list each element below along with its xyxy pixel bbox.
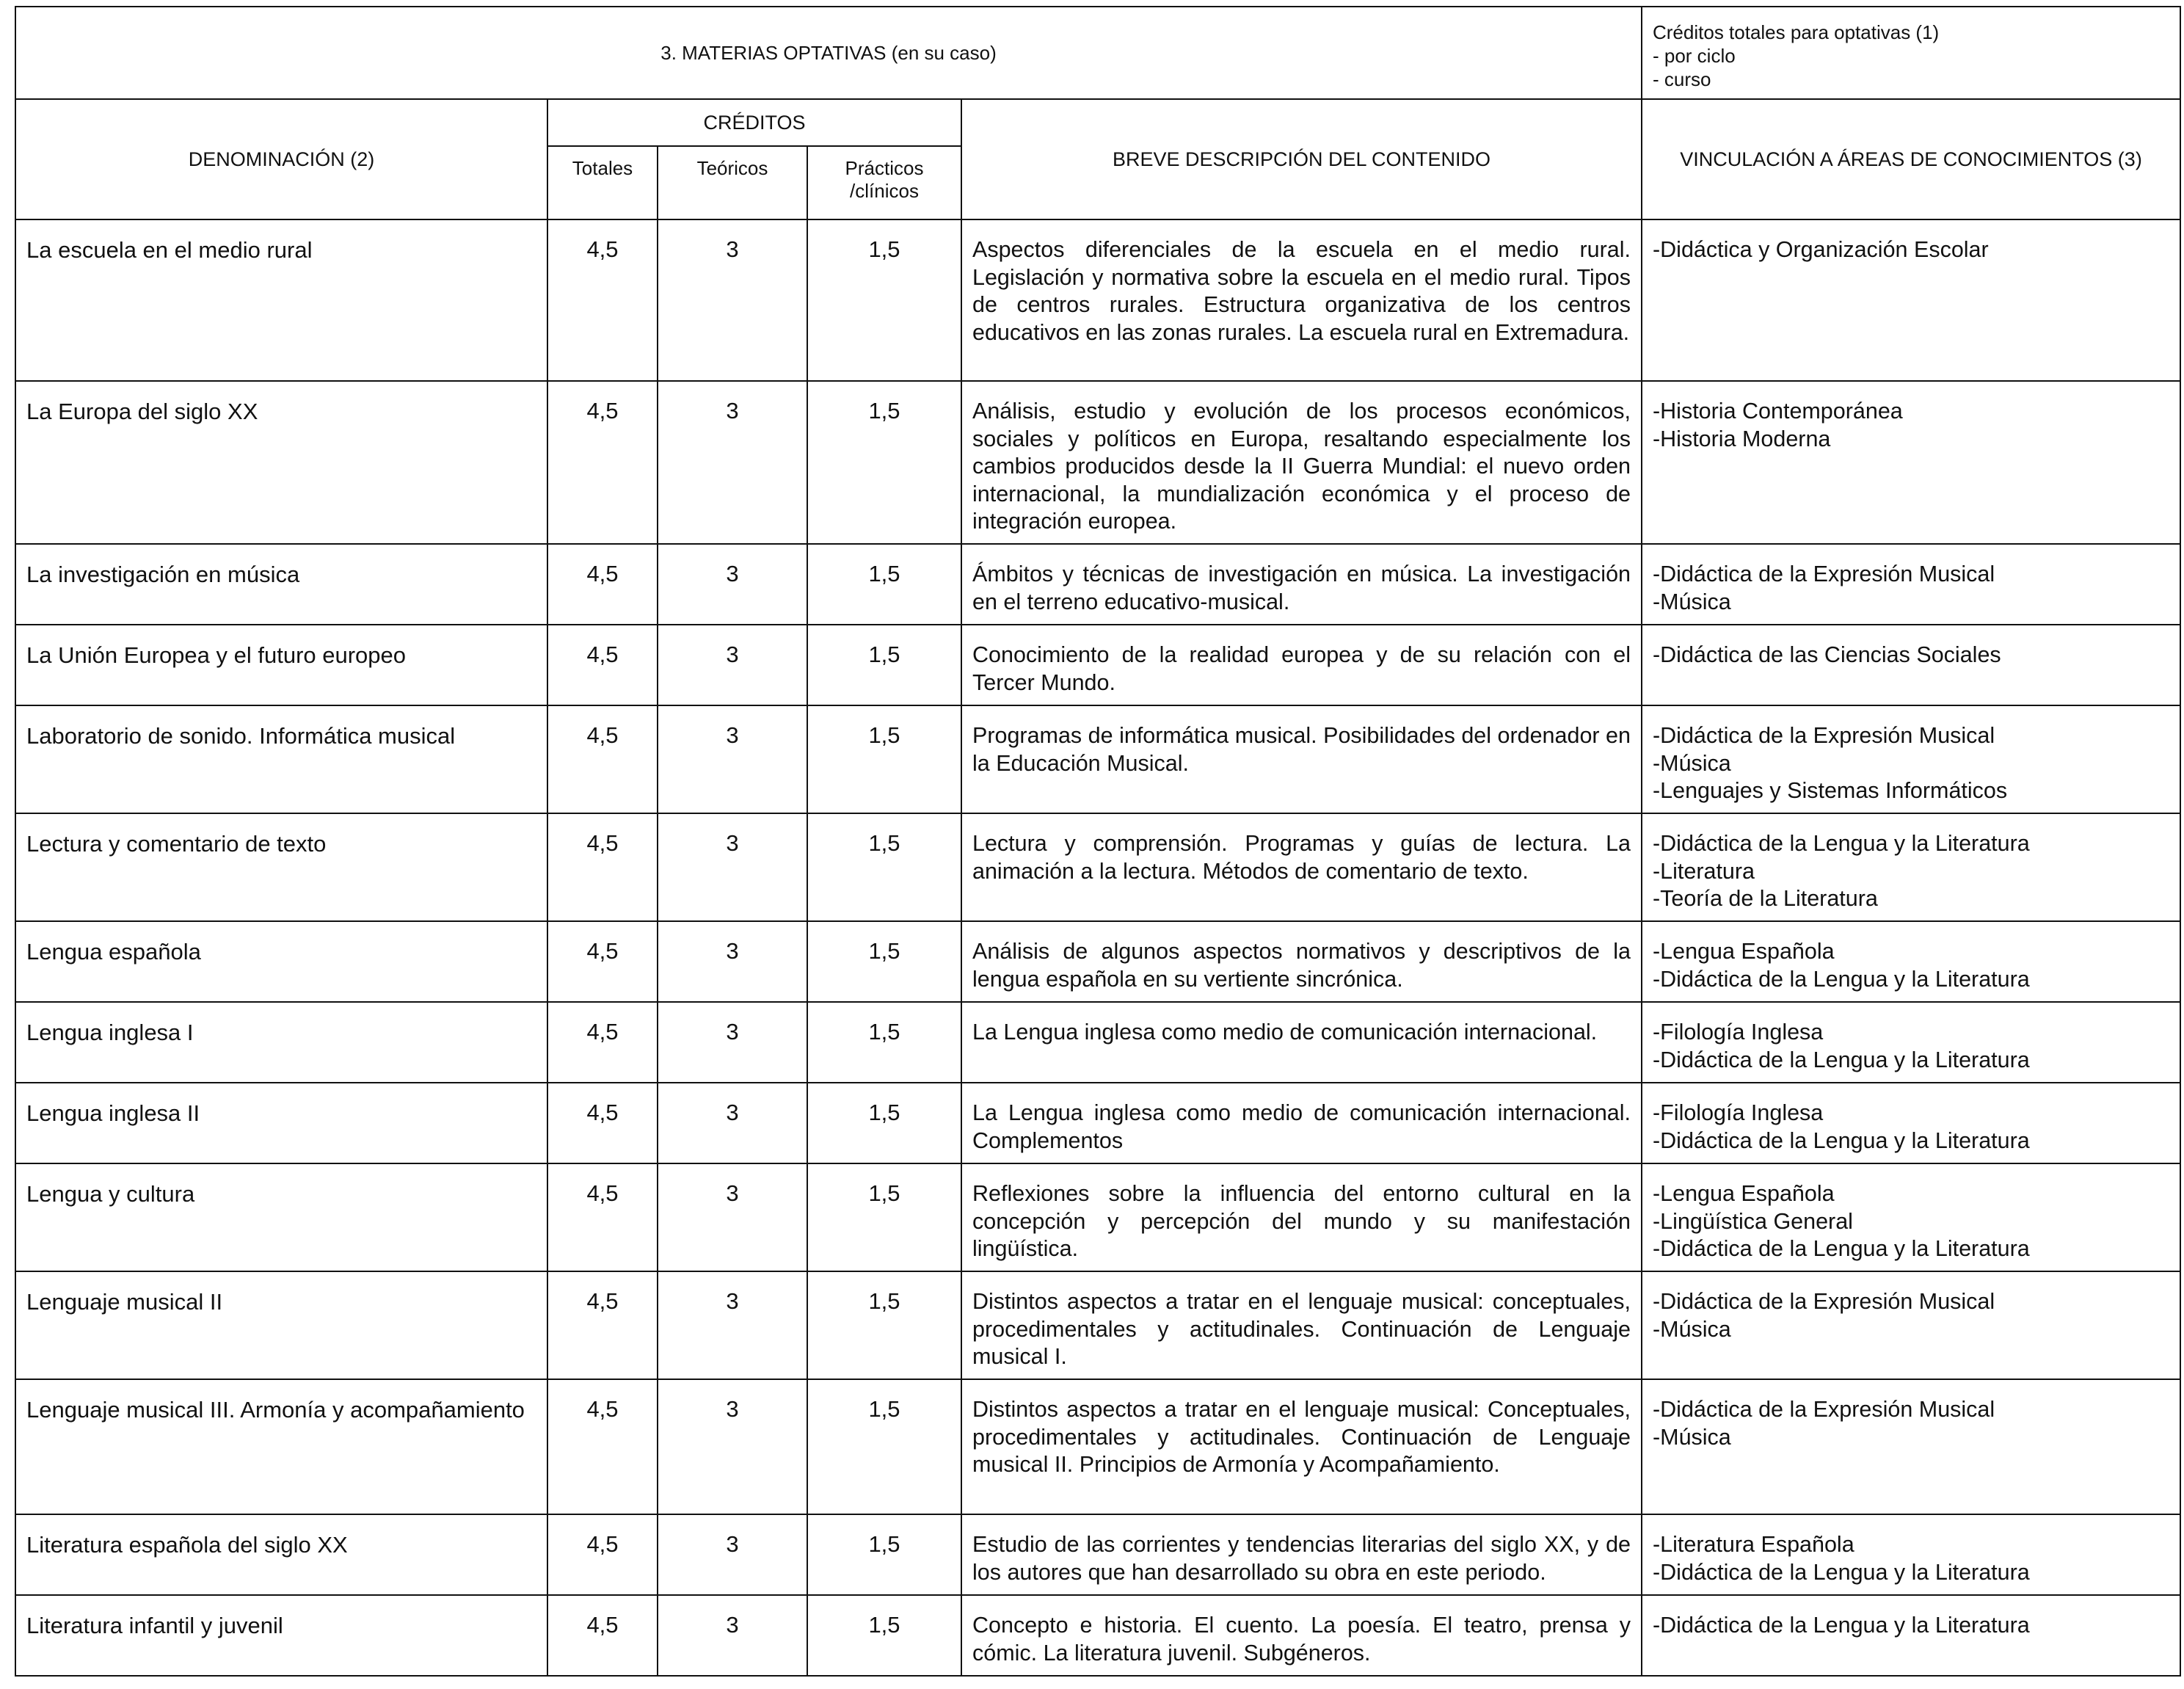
credits-teoricos: 3	[658, 921, 807, 1002]
section-title: 3. MATERIAS OPTATIVAS (en su caso)	[15, 7, 1642, 99]
table-row	[15, 1271, 2180, 1379]
credits-teoricos: 3	[658, 705, 807, 813]
knowledge-area-item: -Historia Moderna	[1653, 426, 1831, 451]
credits-practicos: 1,5	[807, 705, 961, 813]
subject-name: Lengua española	[15, 921, 547, 1002]
knowledge-area-item: -Lenguajes y Sistemas Informáticos	[1653, 778, 2008, 803]
credits-totales: 4,5	[547, 219, 658, 381]
knowledge-area-item: -Didáctica de la Lengua y la Literatura	[1653, 1613, 2030, 1638]
credits-practicos: 1,5	[807, 1083, 961, 1163]
knowledge-areas	[1642, 625, 2180, 705]
credits-teoricos: 3	[658, 544, 807, 625]
credits-totales: 4,5	[547, 1002, 658, 1083]
knowledge-area-item: -Didáctica de la Lengua y la Literatura	[1653, 1236, 2030, 1261]
credits-totales: 4,5	[547, 1595, 658, 1676]
knowledge-areas	[1642, 813, 2180, 921]
knowledge-area-item: -Didáctica de las Ciencias Sociales	[1653, 642, 2001, 667]
table-row	[15, 544, 2180, 625]
credits-totales: 4,5	[547, 625, 658, 705]
credits-practicos: 1,5	[807, 1002, 961, 1083]
table-row	[15, 813, 2180, 921]
content-description: Lectura y comprensión. Programas y guías de lectura. La animación a la lectura. Métodos de comentario de texto.	[961, 813, 1642, 921]
credits-practicos: 1,5	[807, 921, 961, 1002]
content-description: Reflexiones sobre la influencia del entorno cultural en la concepción y percepción del mundo y su manifestación lingüística.	[961, 1163, 1642, 1271]
knowledge-area-item: -Lengua Española	[1653, 1181, 1835, 1206]
title-row	[15, 7, 2180, 99]
subject-name: Lengua y cultura	[15, 1163, 547, 1271]
credits-practicos: 1,5	[807, 1271, 961, 1379]
knowledge-area-item: -Filología Inglesa	[1653, 1020, 1824, 1045]
credits-practicos: 1,5	[807, 1514, 961, 1595]
subject-name: La escuela en el medio rural	[15, 219, 547, 381]
subject-name: La Unión Europea y el futuro europeo	[15, 625, 547, 705]
credits-practicos: 1,5	[807, 813, 961, 921]
subject-name: Laboratorio de sonido. Informática musical	[15, 705, 547, 813]
table-row	[15, 381, 2180, 544]
table-row	[15, 1514, 2180, 1595]
content-description: Distintos aspectos a tratar en el lenguaje musical: Conceptuales, procedimentales y actitudinales. Continuación de Lenguaje musical II. Principios de Armonía y Acompañamiento.	[961, 1379, 1642, 1514]
credits-practicos: 1,5	[807, 381, 961, 544]
optativas-credits-cell	[1642, 7, 2180, 99]
subject-name: La Europa del siglo XX	[15, 381, 547, 544]
knowledge-area-item: -Lingüística General	[1653, 1208, 1853, 1234]
knowledge-areas	[1642, 219, 2180, 381]
knowledge-area-item: -Literatura	[1653, 858, 1755, 884]
content-description: Conocimiento de la realidad europea y de su relación con el Tercer Mundo.	[961, 625, 1642, 705]
subject-name: Lengua inglesa II	[15, 1083, 547, 1163]
subject-name: Literatura infantil y juvenil	[15, 1595, 547, 1676]
knowledge-areas	[1642, 1514, 2180, 1595]
knowledge-area-item: -Didáctica de la Expresión Musical	[1653, 1397, 1995, 1422]
knowledge-area-item: -Didáctica de la Lengua y la Literatura	[1653, 1559, 2030, 1585]
table-row	[15, 1163, 2180, 1271]
content-description: Análisis de algunos aspectos normativos y descriptivos de la lengua española en su vertiente sincrónica.	[961, 921, 1642, 1002]
header-teoricos: Teóricos	[658, 146, 807, 219]
column-header-row	[15, 99, 2180, 146]
credits-teoricos: 3	[658, 813, 807, 921]
credits-totales: 4,5	[547, 1163, 658, 1271]
knowledge-area-item: -Música	[1653, 1316, 1731, 1342]
header-creditos: CRÉDITOS	[547, 99, 961, 146]
credits-teoricos: 3	[658, 1083, 807, 1163]
content-description: Distintos aspectos a tratar en el lenguaje musical: conceptuales, procedimentales y actitudinales. Continuación de Lenguaje musical I.	[961, 1271, 1642, 1379]
subject-name: Lenguaje musical II	[15, 1271, 547, 1379]
credits-teoricos: 3	[658, 381, 807, 544]
content-description: Aspectos diferenciales de la escuela en el medio rural. Legislación y normativa sobre la escuela en el medio rural. Tipos de centros rurales. Estructura organizativa de los centros educativos en las zonas rurales. La escuela rural en Extremadura.	[961, 219, 1642, 381]
header-descripcion: BREVE DESCRIPCIÓN DEL CONTENIDO	[961, 99, 1642, 219]
content-description: Ámbitos y técnicas de investigación en música. La investigación en el terreno educativo-musical.	[961, 544, 1642, 625]
header-denominacion: DENOMINACIÓN (2)	[15, 99, 547, 219]
table-row	[15, 921, 2180, 1002]
knowledge-area-item: -Lengua Española	[1653, 939, 1835, 964]
credits-totales: 4,5	[547, 1379, 658, 1514]
credits-totales: 4,5	[547, 1083, 658, 1163]
knowledge-areas	[1642, 1271, 2180, 1379]
table-row	[15, 1002, 2180, 1083]
credits-teoricos: 3	[658, 625, 807, 705]
table-row	[15, 625, 2180, 705]
credits-practicos: 1,5	[807, 219, 961, 381]
credits-teoricos: 3	[658, 1595, 807, 1676]
knowledge-area-item: -Literatura Española	[1653, 1532, 1854, 1557]
knowledge-areas	[1642, 544, 2180, 625]
optativas-line: Créditos totales para optativas (1)	[1653, 21, 1940, 43]
knowledge-area-item: -Didáctica de la Expresión Musical	[1653, 1289, 1995, 1314]
knowledge-area-item: -Didáctica de la Expresión Musical	[1653, 562, 1995, 586]
credits-practicos: 1,5	[807, 544, 961, 625]
content-description: Estudio de las corrientes y tendencias literarias del siglo XX, y de los autores que han desarrollado su obra en este periodo.	[961, 1514, 1642, 1595]
header-practicos: Prácticos /clínicos	[807, 146, 961, 219]
credits-practicos: 1,5	[807, 625, 961, 705]
subject-name: Lengua inglesa I	[15, 1002, 547, 1083]
table-row	[15, 1595, 2180, 1676]
credits-teoricos: 3	[658, 219, 807, 381]
content-description: Análisis, estudio y evolución de los procesos económicos, sociales y políticos en Europa, resaltando especialmente los cambios producidos desde la II Guerra Mundial: el nuevo orden internacional, la mundialización económica y el proceso de integración europea.	[961, 381, 1642, 544]
table-row	[15, 219, 2180, 381]
knowledge-areas	[1642, 381, 2180, 544]
knowledge-areas	[1642, 705, 2180, 813]
knowledge-area-item: -Didáctica de la Lengua y la Literatura	[1653, 1127, 2030, 1153]
header-totales: Totales	[547, 146, 658, 219]
content-description: La Lengua inglesa como medio de comunicación internacional. Complementos	[961, 1083, 1642, 1163]
knowledge-area-item: -Historia Contemporánea	[1653, 399, 1903, 424]
knowledge-area-item: -Filología Inglesa	[1653, 1100, 1824, 1125]
credits-totales: 4,5	[547, 921, 658, 1002]
knowledge-areas	[1642, 1002, 2180, 1083]
knowledge-area-item: -Didáctica de la Lengua y la Literatura	[1653, 1047, 2030, 1072]
knowledge-area-item: -Música	[1653, 1424, 1731, 1450]
credits-teoricos: 3	[658, 1271, 807, 1379]
knowledge-area-item: -Música	[1653, 589, 1731, 614]
credits-teoricos: 3	[658, 1163, 807, 1271]
knowledge-area-item: -Didáctica de la Lengua y la Literatura	[1653, 966, 2030, 992]
table-row	[15, 1379, 2180, 1514]
subject-name: La investigación en música	[15, 544, 547, 625]
credits-practicos: 1,5	[807, 1379, 961, 1514]
optativas-line: - por ciclo	[1653, 45, 1736, 67]
credits-totales: 4,5	[547, 1514, 658, 1595]
content-description: Programas de informática musical. Posibilidades del ordenador en la Educación Musical.	[961, 705, 1642, 813]
knowledge-area-item: -Teoría de la Literatura	[1653, 886, 1878, 911]
subject-name: Lectura y comentario de texto	[15, 813, 547, 921]
credits-totales: 4,5	[547, 381, 658, 544]
credits-teoricos: 3	[658, 1002, 807, 1083]
credits-practicos: 1,5	[807, 1595, 961, 1676]
knowledge-area-item: -Didáctica de la Expresión Musical	[1653, 723, 1995, 748]
knowledge-area-item: -Didáctica de la Lengua y la Literatura	[1653, 831, 2030, 856]
credits-totales: 4,5	[547, 813, 658, 921]
credits-totales: 4,5	[547, 1271, 658, 1379]
optativas-table	[15, 6, 2181, 1677]
credits-practicos: 1,5	[807, 1163, 961, 1271]
credits-teoricos: 3	[658, 1379, 807, 1514]
knowledge-area-item: -Música	[1653, 750, 1731, 776]
table-row	[15, 1083, 2180, 1163]
knowledge-areas	[1642, 1379, 2180, 1514]
knowledge-areas	[1642, 921, 2180, 1002]
content-description: Concepto e historia. El cuento. La poesía. El teatro, prensa y cómic. La literatura juvenil. Subgéneros.	[961, 1595, 1642, 1676]
knowledge-area-item: -Didáctica y Organización Escolar	[1653, 237, 1989, 262]
credits-totales: 4,5	[547, 544, 658, 625]
knowledge-areas	[1642, 1163, 2180, 1271]
credits-totales: 4,5	[547, 705, 658, 813]
knowledge-areas	[1642, 1595, 2180, 1676]
knowledge-areas	[1642, 1083, 2180, 1163]
subject-name: Literatura española del siglo XX	[15, 1514, 547, 1595]
subject-name: Lenguaje musical III. Armonía y acompañamiento	[15, 1379, 547, 1514]
credits-teoricos: 3	[658, 1514, 807, 1595]
table-row	[15, 705, 2180, 813]
header-vinculacion: VINCULACIÓN A ÁREAS DE CONOCIMIENTOS (3)	[1642, 99, 2180, 219]
optativas-line: - curso	[1653, 68, 1711, 90]
content-description: La Lengua inglesa como medio de comunicación internacional.	[961, 1002, 1642, 1083]
